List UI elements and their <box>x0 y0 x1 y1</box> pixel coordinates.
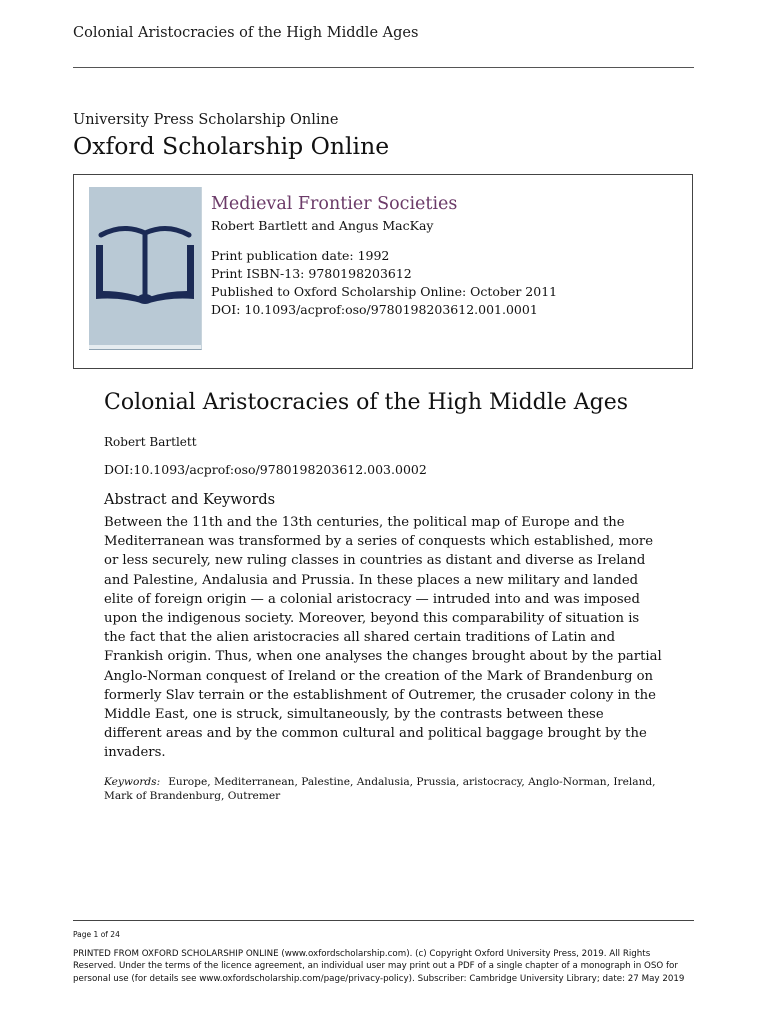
footer-divider <box>73 920 694 921</box>
published-online-date: Published to Oxford Scholarship Online: October 2011 <box>211 283 558 299</box>
book-details <box>211 193 557 319</box>
chapter-author: Robert Bartlett <box>104 435 197 449</box>
abstract-heading: Abstract and Keywords <box>104 492 276 508</box>
chapter-title: Colonial Aristocracies of the High Middle Ages <box>104 390 629 415</box>
book-cover <box>89 187 202 350</box>
print-publication-date: Print publication date: 1992 <box>211 247 390 263</box>
header-divider <box>73 67 694 68</box>
abstract-text: Between the 11th and the 13th centuries, the political map of Europe and the Mediterranean was transformed by a series of conquests which established, more or less securely, new ruling classes in countries as distant and diverse as Ireland and Palestine, Andalusia and Prussia. In these places a new military and landed elite of foreign origin — a colonial aristocracy — intruded into and was imposed upon the indigenous society. Moreover, beyond this comparability of situation is the fact that the alien aristocracies all shared certain traditions of Latin and Frankish origin. Thus, when one analyses the changes brought about by the partial Anglo-Norman conquest of Ireland or the creation of the Mark of Brandenburg on formerly Slav terrain or the establishment of Outremer, the crusader colony in the Middle East, one is struck, simultaneously, by the contrasts between these different areas and by the common cultural and political baggage brought by the invaders. <box>104 515 662 761</box>
page-number: Page 1 of 24 <box>73 930 120 939</box>
running-header-title: Colonial Aristocracies of the High Middle Ages <box>73 25 419 41</box>
keywords <box>104 775 674 803</box>
open-book-icon <box>89 187 201 349</box>
book-doi: DOI: 10.1093/acprof:oso/9780198203612.001.0001 <box>211 301 538 317</box>
site-title: Oxford Scholarship Online <box>73 132 390 160</box>
book-authors: Robert Bartlett and Angus MacKay <box>211 217 434 233</box>
publisher-line: University Press Scholarship Online <box>73 112 339 128</box>
print-isbn: Print ISBN-13: 9780198203612 <box>211 265 412 281</box>
book-info-box <box>73 174 693 369</box>
book-cover-base <box>89 345 201 349</box>
keywords-label: Keywords: <box>104 776 161 788</box>
copyright-notice: PRINTED FROM OXFORD SCHOLARSHIP ONLINE (www.oxfordscholarship.com). (c) Copyright Oxford University Press, 2019. All Rights Reserved. Under the terms of the licence agreement, an individual user may print out a PDF of a single chapter of a monograph in OSO for personal use (for details see www.oxfordscholarship.com/page/privacy-policy). Subscriber: Cambridge University Library; date: 27 May 2019 <box>73 949 685 984</box>
book-metadata <box>211 247 557 319</box>
keywords-list: Europe, Mediterranean, Palestine, Andalusia, Prussia, aristocracy, Anglo-Norman, Ireland, Mark of Brandenburg, Outremer <box>104 776 656 802</box>
book-title[interactable]: Medieval Frontier Societies <box>211 194 458 214</box>
chapter-doi: DOI:10.1093/acprof:oso/9780198203612.003.0002 <box>104 462 427 477</box>
